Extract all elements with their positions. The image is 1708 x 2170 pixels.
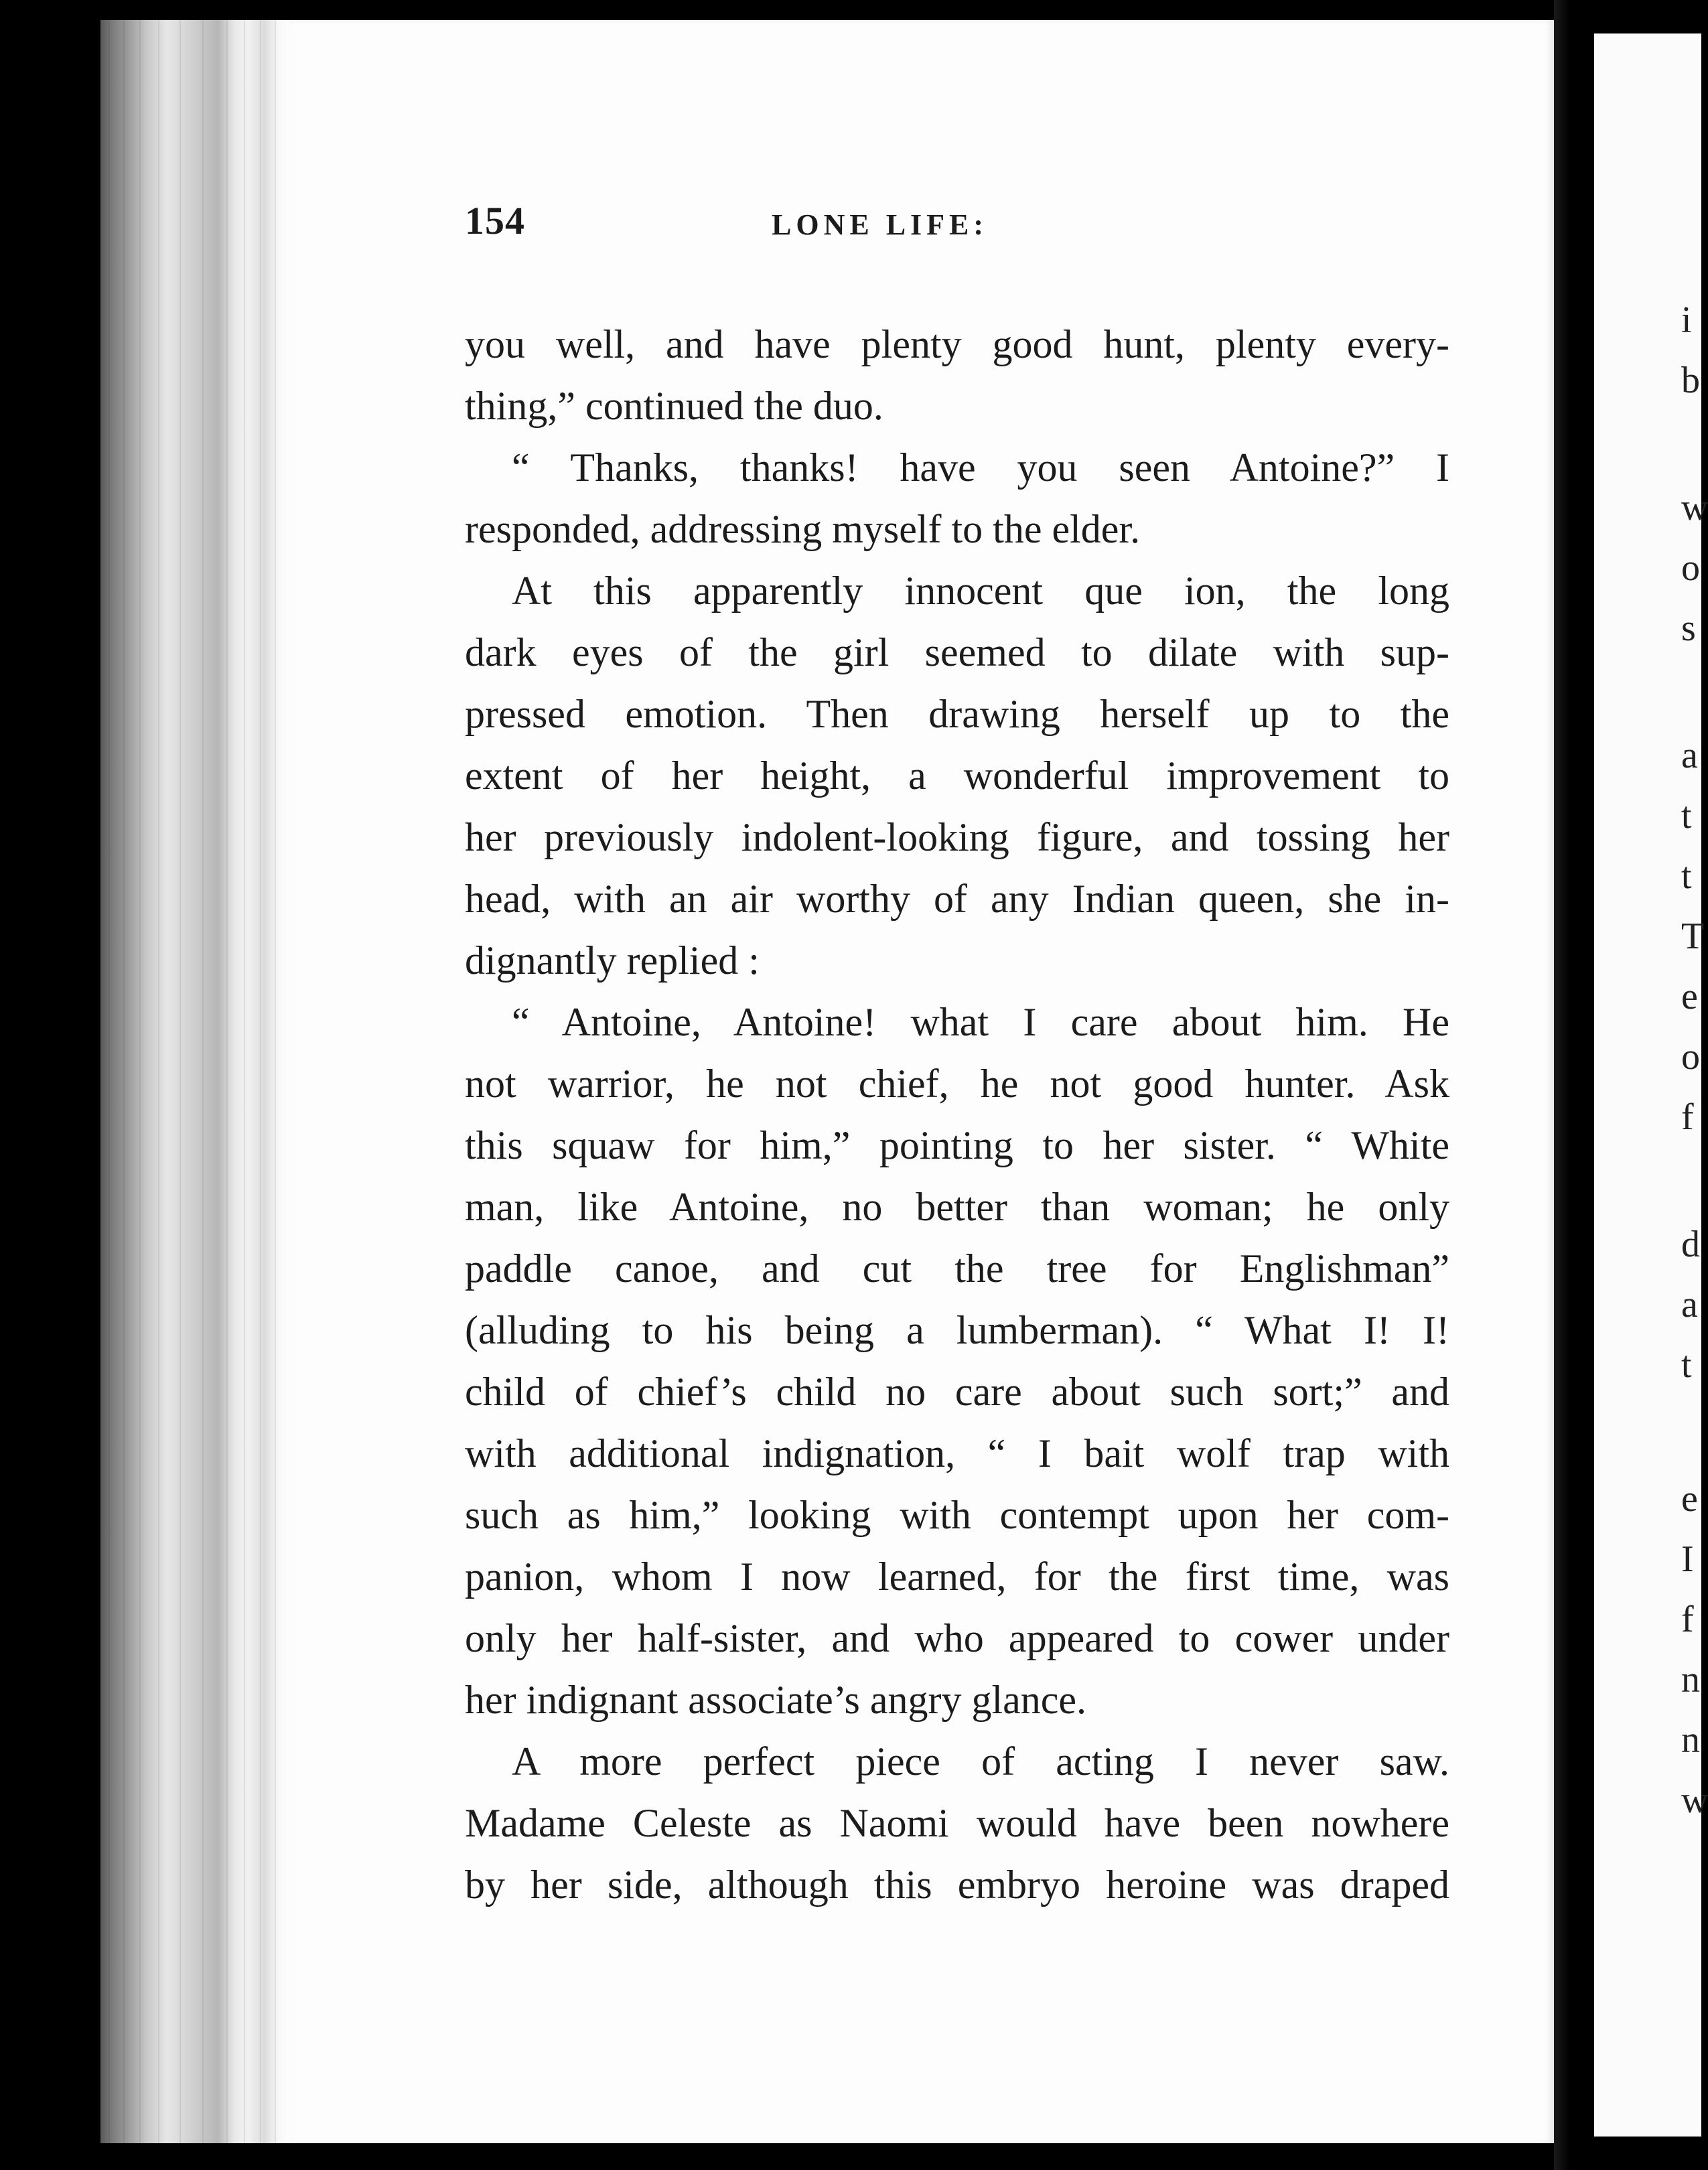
text-line: dark eyes of the girl seemed to dilate with sup- [465,630,1449,674]
facing-fragment: n [1681,1719,1700,1761]
page-number: 154 [465,199,525,242]
text-line: you well, and have plenty good hunt, plenty every- [465,322,1449,366]
facing-fragment: I [1681,1538,1694,1580]
text-line: her indignant associate’s angry glance. [465,1678,1087,1722]
text-line: panion, whom I now learned, for the first time, was [465,1554,1449,1599]
text-line: her previously indolent-looking figure, and tossing her [465,815,1449,859]
text-line: only her half-sister, and who appeared to cower under [465,1616,1449,1660]
page-block-edge [100,20,289,2143]
text-line: At this apparently innocent que ion, the long [512,569,1449,613]
facing-fragment: i [1681,299,1692,341]
facing-fragment: a [1681,1284,1698,1325]
body-text [465,313,1449,1915]
facing-fragment: f [1681,1096,1694,1138]
facing-fragment: t [1681,855,1692,897]
text-line: thing,” continued the duo. [465,384,883,428]
facing-page-edge [1594,33,1708,2137]
text-line: extent of her height, a wonderful improvement to [465,753,1449,798]
facing-fragment: o [1681,1036,1700,1078]
text-line: child of chief’s child no care about such sort;” and [465,1370,1449,1414]
text-line: (alluding to his being a lumberman). “ What I! I! [465,1308,1449,1352]
facing-fragment: w [1681,487,1708,528]
text-line: with additional indignation, “ I bait wolf trap with [465,1431,1449,1475]
facing-fragment: t [1681,1344,1692,1386]
facing-fragment: o [1681,547,1700,589]
text-line: responded, addressing myself to the elder. [465,507,1141,551]
facing-fragment: s [1681,607,1696,649]
text-line: dignantly replied : [465,938,760,983]
facing-fragment: e [1681,1478,1698,1520]
text-line: pressed emotion. Then drawing herself up to the [465,692,1449,736]
text-line: not warrior, he not chief, he not good hunter. Ask [465,1062,1449,1106]
facing-fragment: e [1681,976,1698,1017]
facing-fragment: w [1681,1780,1708,1821]
text-line: paddle canoe, and cut the tree for Englishman” [465,1246,1449,1291]
facing-fragment: n [1681,1659,1700,1701]
text-line: Madame Celeste as Naomi would have been nowhere [465,1801,1449,1845]
text-line: this squaw for him,” pointing to her sister. “ White [465,1123,1449,1167]
book-gutter [1554,0,1594,2170]
text-line: man, like Antoine, no better than woman; he only [465,1185,1449,1229]
text-line: “ Antoine, Antoine! what I care about him. He [512,1000,1449,1044]
facing-fragment: b [1681,360,1700,401]
facing-fragment: T [1681,916,1705,957]
text-line: A more perfect piece of acting I never saw. [512,1739,1449,1784]
text-line: head, with an air worthy of any Indian queen, she in- [465,877,1449,921]
book-page [289,20,1554,2143]
facing-fragment: a [1681,735,1698,776]
text-line: such as him,” looking with contempt upon her com- [465,1493,1449,1537]
text-line: by her side, although this embryo heroine was draped [465,1863,1449,1907]
text-line: “ Thanks, thanks! have you seen Antoine?” I [512,445,1449,490]
facing-fragment: f [1681,1599,1694,1640]
facing-fragment: t [1681,795,1692,837]
running-title: LONE LIFE: [772,208,989,241]
running-head [289,198,1554,252]
facing-fragment: d [1681,1224,1700,1265]
